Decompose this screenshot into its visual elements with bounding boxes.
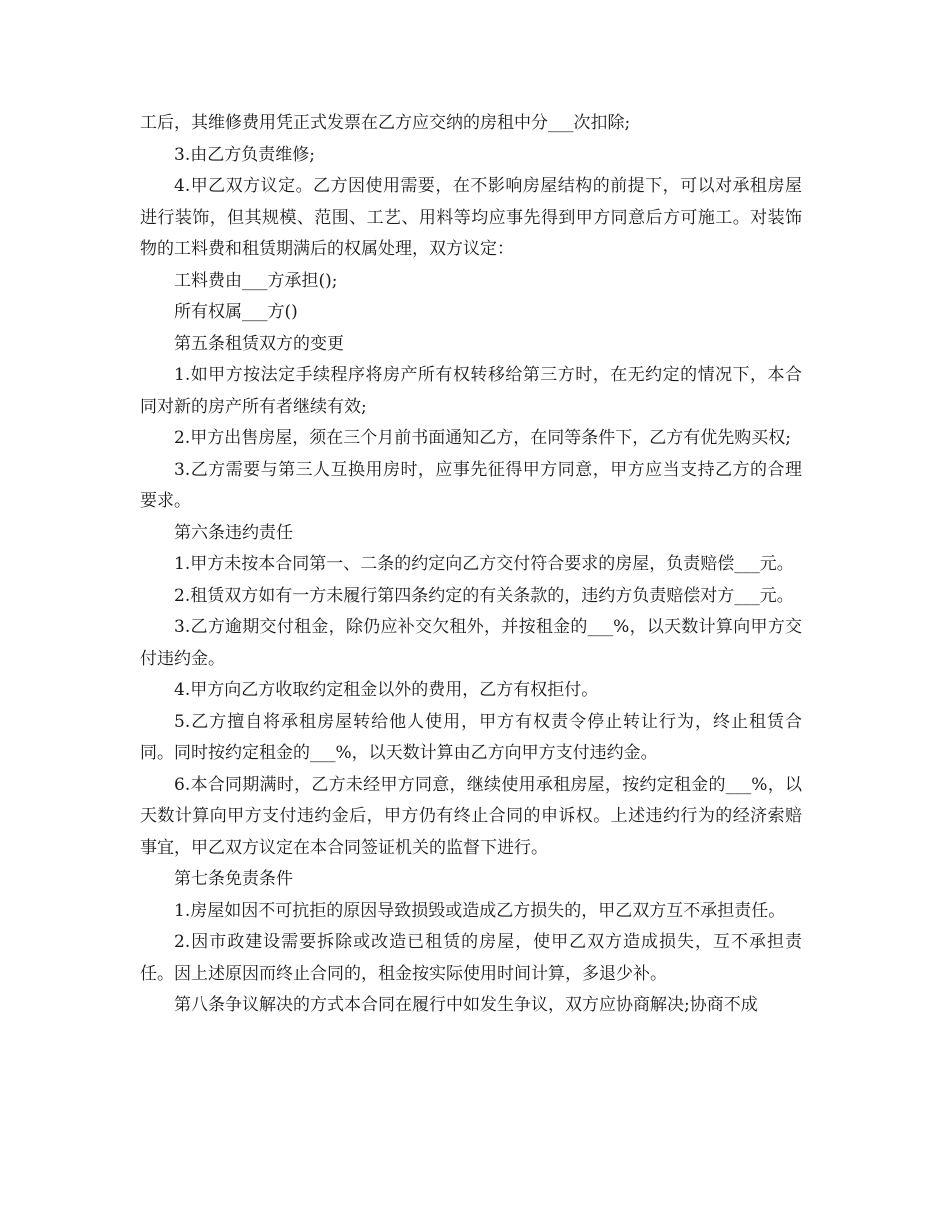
paragraph: 3.乙方需要与第三人互换用房时，应事先征得甲方同意，甲方应当支持乙方的合理要求。 — [140, 459, 802, 511]
paragraph: 1.房屋如因不可抗拒的原因导致损毁或造成乙方损失的，甲乙双方互不承担责任。 — [174, 900, 786, 921]
section-heading-article-8: 第八条争议解决的方式本合同在履行中如发生争议，双方应协商解决;协商不成 — [174, 995, 758, 1015]
paragraph-continuation: 工后，其维修费用凭正式发票在乙方应交纳的房租中分___次扣除; — [140, 113, 631, 133]
paragraph: 2.租赁双方如有一方未履行第四条约定的有关条款的，违约方负责赔偿对方___元。 — [174, 585, 794, 606]
paragraph: 6.本合同期满时，乙方未经甲方同意，继续使用承租房屋，按约定租金的___%，以天数计算向甲方支付违约金后，甲方仍有终止合同的申诉权。上述违约行为的经济索赔事宜，甲乙双方议定在本合同签证机关的监督下进行。 — [140, 774, 802, 858]
paragraph: 1.甲方未按本合同第一、二条的约定向乙方交付符合要求的房屋，负责赔偿___元。 — [174, 554, 794, 574]
paragraph: 2.甲方出售房屋，须在三个月前书面通知乙方，在同等条件下，乙方有优先购买权; — [174, 428, 791, 448]
paragraph: 1.如甲方按法定手续程序将房产所有权转移给第三方时，在无约定的情况下，本合同对新的房产所有者继续有效; — [140, 365, 802, 417]
paragraph: 4.甲乙双方议定。乙方因使用需要，在不影响房屋结构的前提下，可以对承租房屋进行装饰，但其规模、范围、工艺、用料等均应事先得到甲方同意后方可施工。对装饰物的工料费和租赁期满后的权属处理，双方议定： — [140, 176, 802, 259]
paragraph: 2.因市政建设需要拆除或改造已租赁的房屋，使甲乙双方造成损失，互不承担责任。因上述原因而终止合同的，租金按实际使用时间计算，多退少补。 — [140, 932, 802, 984]
paragraph: 3.乙方逾期交付租金，除仍应补交欠租外，并按租金的___%，以天数计算向甲方交付违约金。 — [140, 617, 802, 669]
document-body — [140, 108, 802, 1022]
paragraph: 4.甲方向乙方收取约定租金以外的费用，乙方有权拒付。 — [174, 680, 599, 700]
paragraph: 工料费由___方承担(); — [174, 270, 338, 291]
section-heading-article-6: 第六条违约责任 — [174, 522, 293, 543]
section-heading-article-7: 第七条免责条件 — [174, 869, 293, 889]
paragraph: 3.由乙方负责维修; — [174, 144, 315, 165]
paragraph: 所有权属___方() — [174, 302, 298, 322]
paragraph: 5.乙方擅自将承租房屋转给他人使用，甲方有权责令停止转让行为，终止租赁合同。同时按约定租金的___%，以天数计算由乙方向甲方支付违约金。 — [140, 711, 802, 763]
section-heading-article-5: 第五条租赁双方的变更 — [174, 333, 344, 354]
